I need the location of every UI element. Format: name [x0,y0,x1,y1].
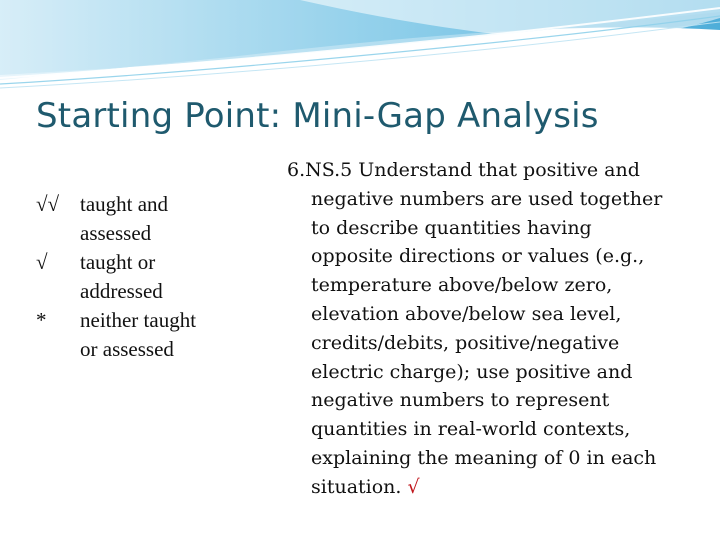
asterisk-marker: * [36,308,47,332]
decorative-wave-banner [0,0,720,90]
legend-label-line1: taught or [80,250,156,274]
legend-label-line1: neither taught [80,308,197,332]
standard-line: quantities in real-world contexts, [311,418,631,441]
legend-label-line2: assessed [80,221,152,245]
standard-line: negative numbers to represent [311,389,610,412]
standard-last-line [287,473,697,502]
standard-line: electric charge); use positive and [311,360,633,383]
legend-item-neither [36,306,266,364]
legend-label-line1: taught and [80,192,169,216]
standard-line: temperature above/below zero, [311,274,613,297]
standard-line: situation. [311,475,402,498]
standard-text-block [287,156,697,502]
standard-line: 6.NS.5 Understand that positive and [287,159,640,181]
standard-line: opposite directions or values (e.g., [311,245,645,268]
legend-item-taught-and-assessed [36,190,266,248]
legend-label-line2: addressed [80,279,163,303]
check-marker: √ [36,250,48,274]
standard-line: negative numbers are used together [311,187,663,210]
standard-line: explaining the meaning of 0 in each [311,446,657,469]
legend-item-taught-or-addressed [36,248,266,306]
standard-line: elevation above/below sea level, [311,302,622,325]
standard-line: credits/debits, positive/negative [311,331,620,354]
legend-label-line2: or assessed [80,337,174,361]
red-check-mark: √ [407,475,420,498]
double-check-marker: √√ [36,192,60,216]
legend [36,190,266,364]
slide-title: Starting Point: Mini-Gap Analysis [36,96,599,136]
standard-line: to describe quantities having [311,216,592,239]
